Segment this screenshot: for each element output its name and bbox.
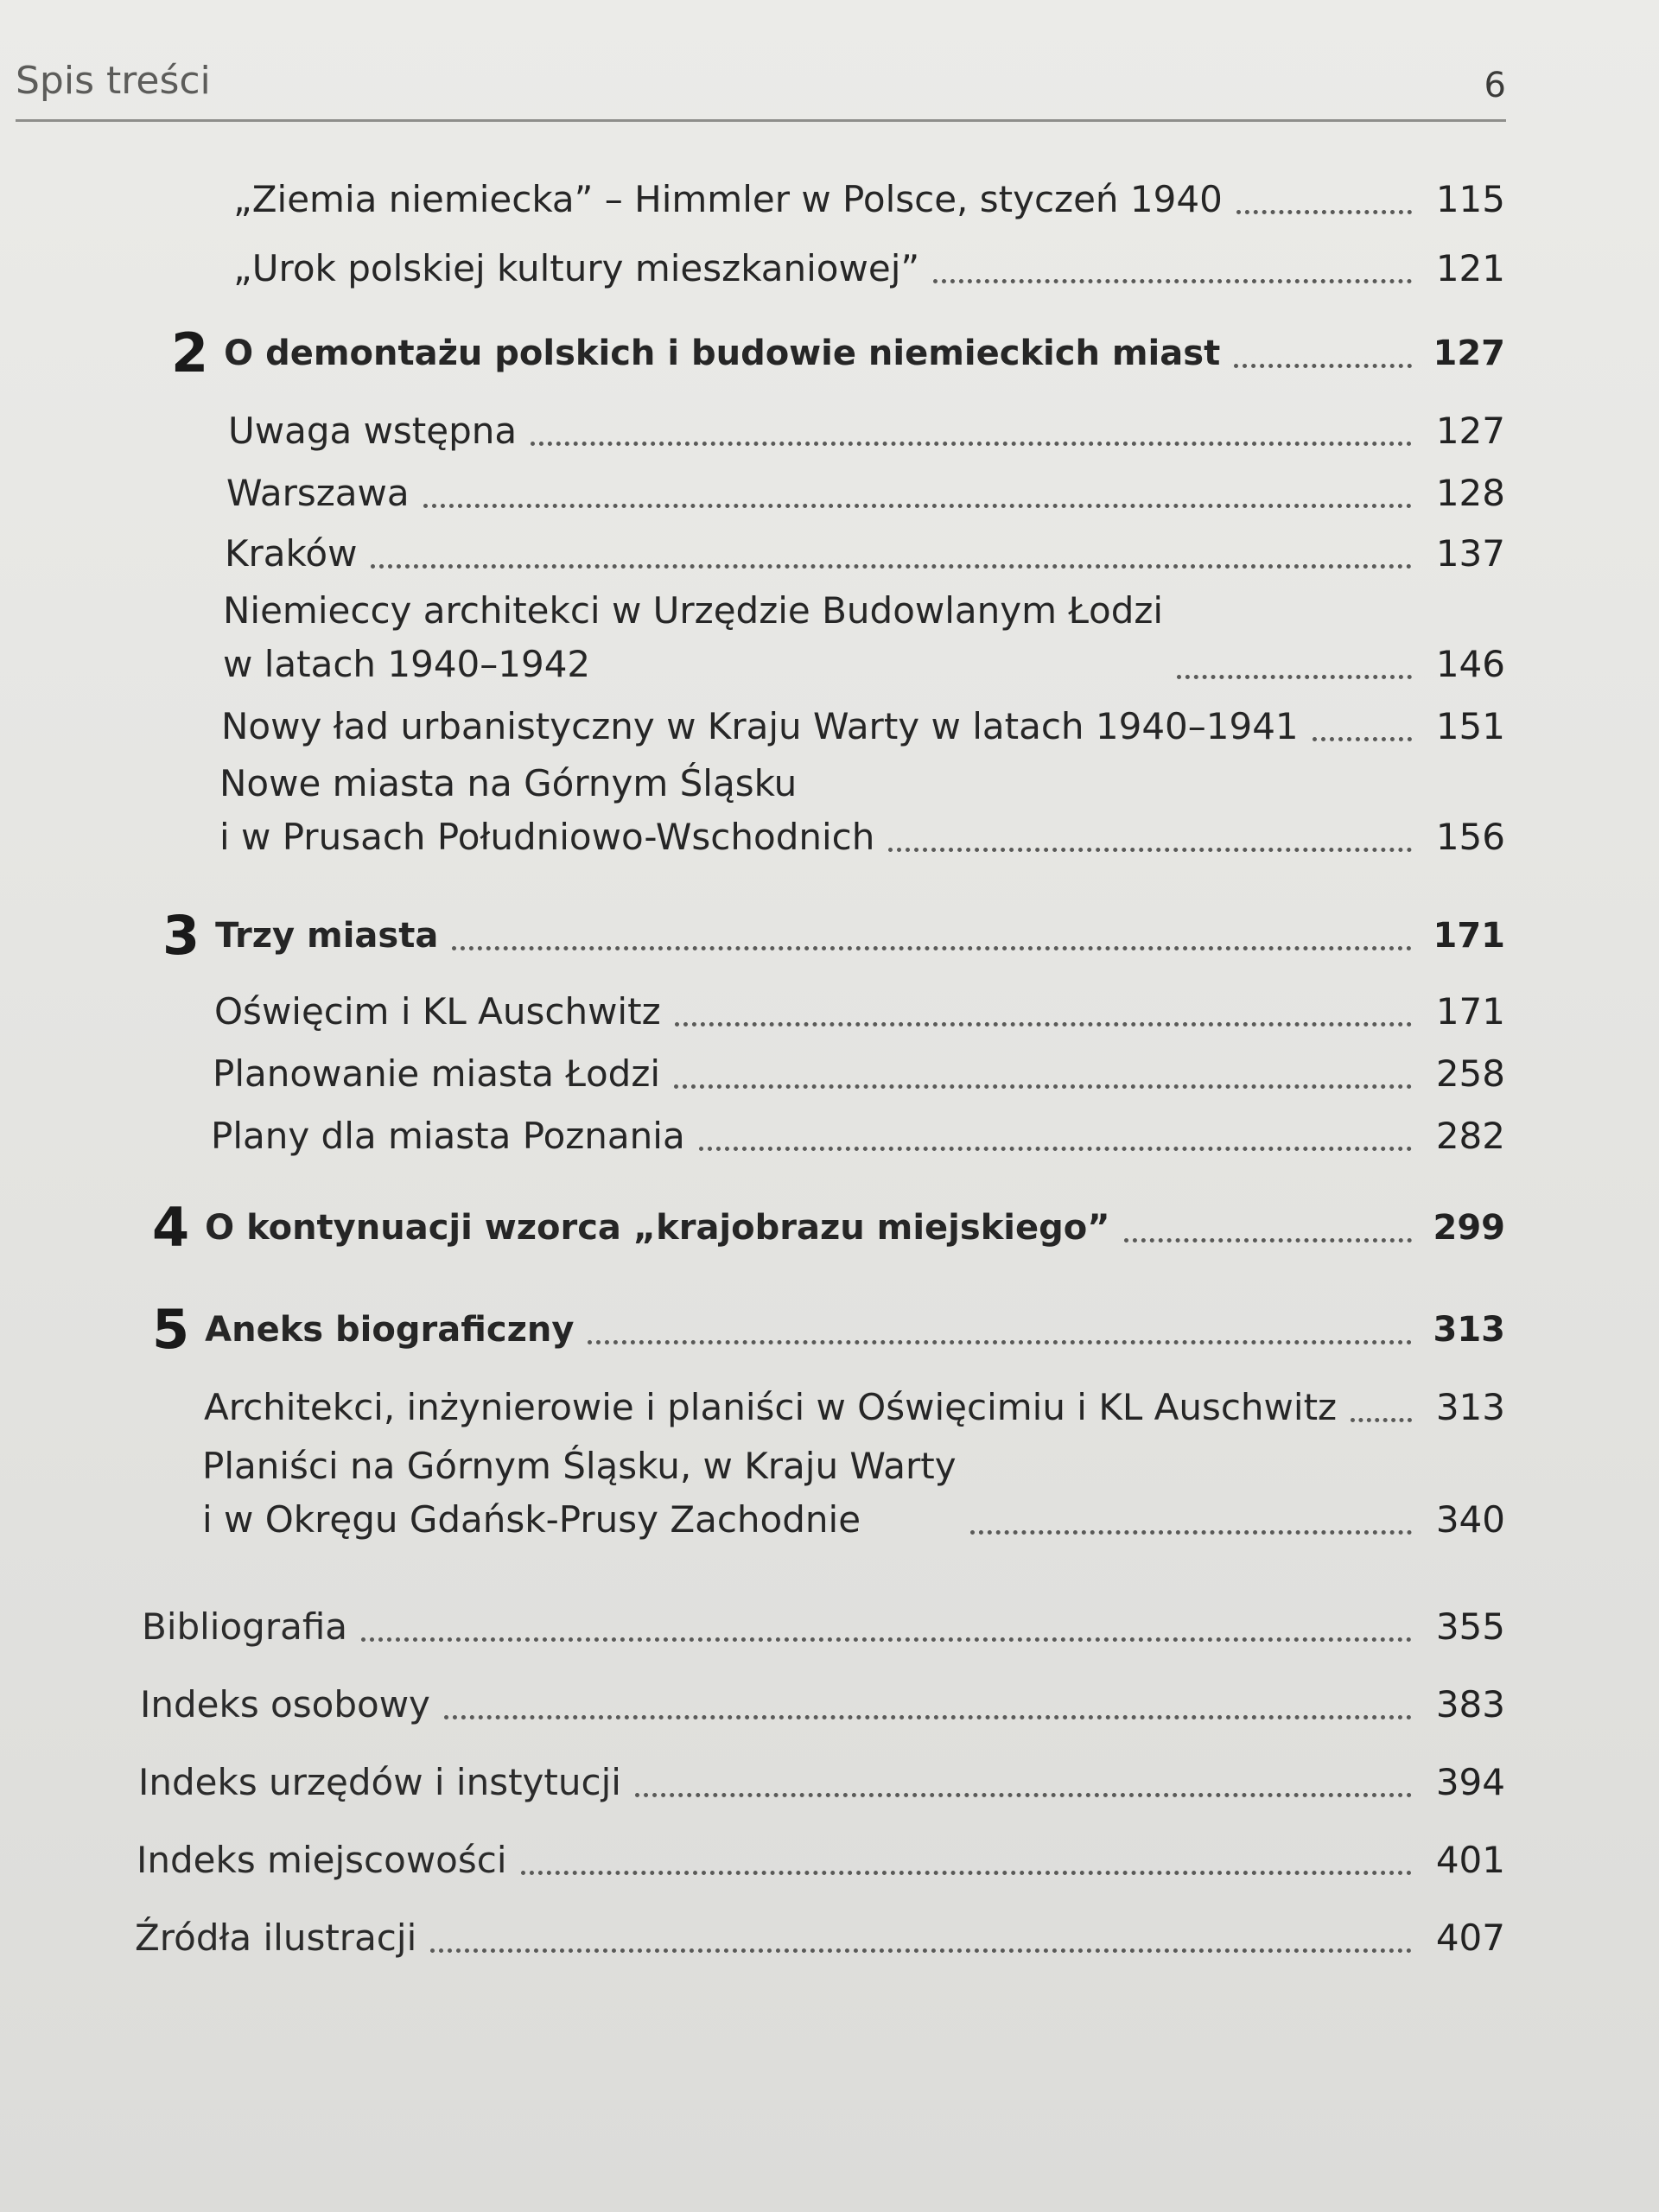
toc-entry-title-line1: Nowe miasta na Górnym Śląsku xyxy=(219,762,798,804)
toc-entry-page: 115 xyxy=(1435,178,1505,220)
chapter-page: 313 xyxy=(1433,1310,1505,1350)
toc-chapter-4 xyxy=(152,1196,1505,1259)
toc-entry-title: Plany dla miasta Poznania xyxy=(211,1115,685,1157)
dot-leader xyxy=(1313,737,1412,741)
toc-entry-title: Kraków xyxy=(225,532,358,575)
dot-leader xyxy=(521,1871,1412,1875)
dot-leader xyxy=(444,1715,1412,1719)
toc-entry-title: Uwaga wstępna xyxy=(228,410,518,452)
toc-entry-ziemia-niemiecka xyxy=(233,173,1505,226)
toc-entry-title-line1: Planiści na Górnym Śląsku, w Kraju Warty xyxy=(202,1445,957,1487)
dot-leader xyxy=(888,848,1412,852)
toc-entry-krakow xyxy=(225,527,1505,581)
toc-entry-title: „Urok polskiej kultury mieszkaniowej” xyxy=(233,247,920,289)
chapter-number: 5 xyxy=(152,1298,190,1361)
page-number: 6 xyxy=(1484,66,1506,105)
toc-entry-title-stack xyxy=(219,757,874,864)
toc-entry-oswiecim xyxy=(214,985,1505,1039)
toc-entry-title: Indeks urzędów i instytucji xyxy=(138,1761,621,1803)
chapter-title: O kontynuacji wzorca „krajobrazu miejskiego” xyxy=(205,1208,1110,1248)
toc-entry-plany-poznania xyxy=(211,1109,1505,1163)
chapter-number: 3 xyxy=(162,904,200,967)
toc-entry-page: 156 xyxy=(1435,816,1505,858)
toc-entry-page: 146 xyxy=(1435,643,1505,685)
dot-leader xyxy=(588,1340,1412,1344)
toc-entry-page: 151 xyxy=(1435,705,1505,747)
toc-entry-page: 127 xyxy=(1435,410,1505,452)
dot-leader xyxy=(1124,1238,1412,1243)
toc-chapter-2 xyxy=(171,321,1505,385)
toc-entry-page: 407 xyxy=(1435,1916,1505,1959)
toc-entry-title: Oświęcim i KL Auschwitz xyxy=(214,990,661,1033)
toc-entry-page: 282 xyxy=(1435,1115,1505,1157)
toc-entry-page: 355 xyxy=(1435,1605,1505,1648)
toc-entry-page: 394 xyxy=(1435,1761,1505,1803)
toc-entry-indeks-miejscowosci xyxy=(137,1834,1505,1887)
toc-entry-title-line2: i w Prusach Południowo-Wschodnich xyxy=(219,816,875,858)
toc-entry-title-line2: w latach 1940–1942 xyxy=(223,643,591,685)
chapter-page: 299 xyxy=(1433,1208,1505,1248)
toc-entry-title-line1: Niemieccy architekci w Urzędzie Budowlanym Łodzi xyxy=(223,589,1164,632)
toc-entry-page: 401 xyxy=(1435,1839,1505,1881)
dot-leader xyxy=(452,946,1412,950)
toc-entry-title: Nowy ład urbanistyczny w Kraju Warty w latach 1940–1941 xyxy=(221,705,1299,747)
toc-entry-title-line2: i w Okręgu Gdańsk-Prusy Zachodnie xyxy=(202,1498,861,1541)
toc-chapter-5 xyxy=(152,1298,1505,1361)
dot-leader xyxy=(361,1637,1412,1642)
chapter-title: Trzy miasta xyxy=(215,916,439,956)
dot-leader xyxy=(430,1948,1412,1953)
toc-entry-title: Indeks osobowy xyxy=(140,1683,430,1726)
toc-entry-page: 171 xyxy=(1435,990,1505,1033)
dot-leader xyxy=(933,279,1412,283)
toc-entry-page: 258 xyxy=(1435,1052,1505,1095)
dot-leader xyxy=(423,504,1412,508)
chapter-title: Aneks biograficzny xyxy=(205,1310,575,1350)
toc-entry-page: 137 xyxy=(1435,532,1505,575)
toc-entry-title: Bibliografia xyxy=(142,1605,348,1648)
toc-entry-nowy-lad xyxy=(221,700,1505,753)
dot-leader xyxy=(1234,364,1412,368)
chapter-page: 171 xyxy=(1433,916,1505,956)
toc-entry-uwaga-wstepna xyxy=(228,404,1505,458)
toc-entry-title: Warszawa xyxy=(226,472,410,514)
chapter-title: O demontażu polskich i budowie niemieckich miast xyxy=(224,334,1221,373)
toc-chapter-3 xyxy=(162,904,1505,967)
chapter-page: 127 xyxy=(1433,334,1505,373)
toc-entry-warszawa xyxy=(226,467,1505,520)
toc-entry-title: „Ziemia niemiecka” – Himmler w Polsce, styczeń 1940 xyxy=(233,178,1223,220)
toc-entry-page: 340 xyxy=(1435,1498,1505,1541)
toc-entry-page: 313 xyxy=(1435,1386,1505,1428)
toc-entry-title: Planowanie miasta Łodzi xyxy=(213,1052,661,1095)
dot-leader xyxy=(699,1147,1412,1151)
toc-entry-bibliografia xyxy=(142,1600,1505,1654)
toc-entry-page: 121 xyxy=(1435,247,1505,289)
dot-leader xyxy=(1236,210,1412,214)
toc-entry-planisci xyxy=(202,1440,1505,1547)
toc-entry-page: 383 xyxy=(1435,1683,1505,1726)
toc-entry-title-stack xyxy=(223,584,1163,691)
toc-entry-title: Indeks miejscowości xyxy=(137,1839,507,1881)
dot-leader xyxy=(531,442,1412,446)
running-title: Spis treści xyxy=(16,59,211,103)
toc-entry-title-stack xyxy=(202,1440,957,1547)
dot-leader xyxy=(371,564,1412,569)
toc-entry-nowe-miasta xyxy=(219,757,1505,864)
toc-entry-title: Architekci, inżynierowie i planiści w Oświęcimiu i KL Auschwitz xyxy=(204,1386,1338,1428)
dot-leader xyxy=(1177,675,1412,679)
toc-entry-architekci-oswiecim xyxy=(204,1381,1505,1434)
dot-leader xyxy=(1351,1418,1412,1422)
chapter-number: 4 xyxy=(152,1196,190,1259)
toc-entry-page: 128 xyxy=(1435,472,1505,514)
dot-leader xyxy=(675,1022,1412,1027)
toc-entry-title: Źródła ilustracji xyxy=(135,1916,417,1959)
toc-entry-indeks-urzedow xyxy=(138,1756,1505,1809)
dot-leader xyxy=(970,1530,1412,1535)
dot-leader xyxy=(674,1084,1412,1089)
toc-entry-planowanie-lodzi xyxy=(213,1047,1505,1101)
dot-leader xyxy=(635,1793,1412,1797)
chapter-number: 2 xyxy=(171,321,209,385)
toc-entry-indeks-osobowy xyxy=(140,1678,1505,1732)
toc-entry-urok-polskiej xyxy=(233,242,1505,296)
toc-entry-zrodla-ilustracji xyxy=(135,1911,1505,1965)
toc-entry-niemieccy-architekci xyxy=(223,584,1505,691)
